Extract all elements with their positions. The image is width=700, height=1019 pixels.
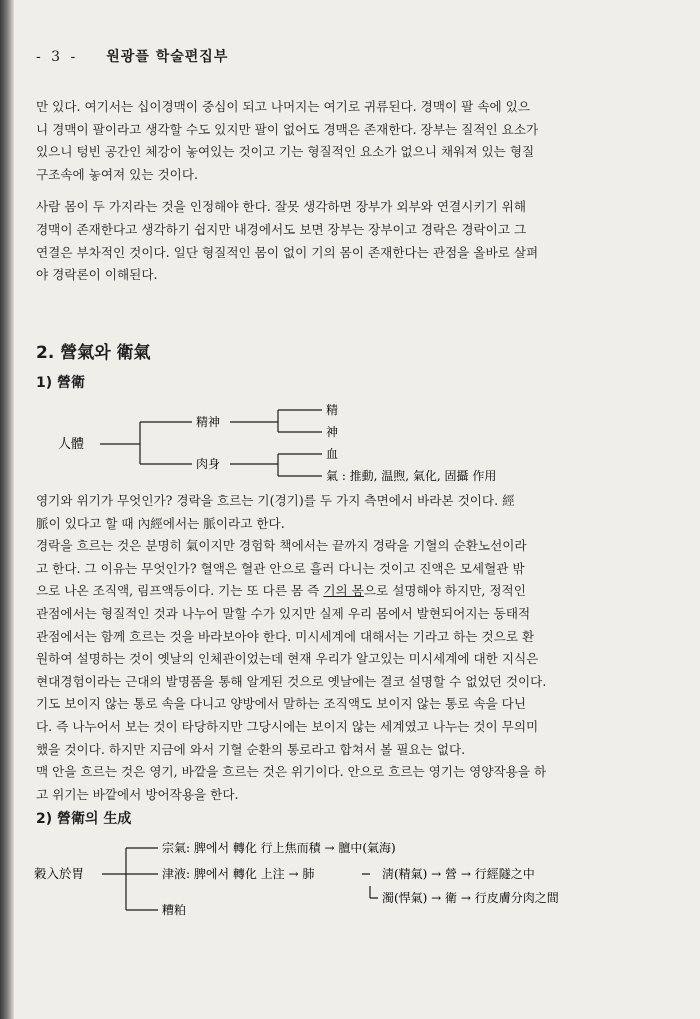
diagram-row-label: 宗氣: 脾에서 轉化 行上焦而積 → 膻中(氣海) bbox=[162, 841, 396, 855]
diagram-row-label: 淸(精氣) → 營 → 行經隧之中 bbox=[382, 867, 535, 881]
text-line: 영기와 위기가 무엇인가? 경락을 흐르는 기(경기)를 두 가지 측면에서 바라본 것이다. 經 bbox=[36, 493, 515, 508]
text-line: 사람 몸이 두 가지라는 것을 인정해야 한다. 잘못 생각하면 장부가 외부와 연결시키기 위해 bbox=[36, 199, 527, 215]
diagram-row-label: 津液: 脾에서 轉化 上注 → 肺 bbox=[162, 867, 315, 881]
diagram-leaf-label: 氣 : 推動, 温煦, 氣化, 固攝 作用 bbox=[326, 469, 497, 483]
diagram-node-label: 精神 bbox=[196, 415, 221, 429]
text-line: 니 경맥이 팔이라고 생각할 수도 있지만 팔이 없어도 경맥은 존재한다. 장부는 질적인 요소가 bbox=[36, 121, 539, 137]
subsection-heading: 2) 營衛의 生成 bbox=[36, 811, 132, 827]
text-line: 경락을 흐르는 것은 분명히 氣이지만 경험학 책에서는 끝까지 경락을 기혈의 순환노선이라 bbox=[36, 538, 527, 554]
text-line: 있으니 텅빈 공간인 체강이 놓여있는 것이고 기는 형질적인 요소가 없으니 채워져 있는 형질 bbox=[36, 144, 535, 160]
text-line: 현대경험이라는 근대의 발명품을 통해 알게된 것으로 옛날에는 결코 설명할 수 없었던 것이다. bbox=[36, 673, 547, 689]
text-line: 만 있다. 여기서는 십이경맥이 중심이 되고 나머지는 여기로 귀류된다. 경맥이 팔 속에 있으 bbox=[36, 99, 531, 114]
page-binding-edge bbox=[0, 0, 14, 1019]
text-line: 고 한다. 그 이유는 무엇인가? 혈액은 혈관 안으로 흘러 다니는 것이고 진액은 모세혈관 밖 bbox=[36, 560, 525, 576]
diagram-root-label: 穀入於胃 bbox=[34, 866, 85, 881]
underlined-term: 기의 몸 bbox=[323, 583, 364, 599]
text-line: 야 경락론이 이해된다. bbox=[36, 267, 158, 283]
publisher-title: 원광플 학술편집부 bbox=[106, 49, 229, 65]
text-line: 경맥이 존재한다고 생각하기 쉽지만 내경에서도 보면 장부는 장부이고 경락은 경락이고 그 bbox=[36, 221, 527, 237]
diagram-leaf-label: 神 bbox=[326, 425, 339, 439]
page-number: - 3 - bbox=[36, 49, 79, 65]
ying-wei-diagram bbox=[30, 398, 670, 488]
text-line: 연결은 부차적인 것이다. 일단 형질적인 몸이 없이 기의 몸이 존재한다는 관점을 올바로 살펴 bbox=[36, 244, 539, 260]
page-header bbox=[36, 46, 228, 66]
text-line: 脈이 있다고 할 때 內經에서는 脈이라고 한다. bbox=[36, 515, 285, 531]
diagram-row-label: 糟粕 bbox=[162, 903, 187, 917]
text-line: 고 위기는 바깥에서 방어작용을 한다. bbox=[36, 786, 239, 802]
diagram-root-label: 人體 bbox=[58, 437, 85, 452]
diagram-leaf-label: 血 bbox=[326, 447, 339, 461]
text-line bbox=[36, 580, 666, 603]
text-line: 다. 즉 나누어서 보는 것이 타당하지만 그당시에는 보이지 않는 세계였고 나누는 것이 무의미 bbox=[36, 718, 539, 734]
body-text bbox=[36, 490, 666, 806]
diagram-leaf-label: 精 bbox=[326, 403, 339, 417]
text-span: 으로 설명해야 하지만, 정적인 bbox=[363, 583, 526, 599]
intro-text bbox=[36, 96, 666, 287]
text-line: 맥 안을 흐르는 것은 영기, 바깥을 흐르는 것은 위기이다. 안으로 흐르는 영기는 영양작용을 하 bbox=[36, 764, 547, 780]
section-heading: 2. 營氣와 衛氣 bbox=[36, 343, 151, 363]
text-line: 구조속에 놓여져 있는 것이다. bbox=[36, 166, 198, 182]
text-span: 으로 나온 조직액, 림프액등이다. 기는 또 다른 몸 즉 bbox=[36, 583, 324, 599]
text-line: 원하여 설명하는 것이 옛날의 인체관이었는데 현재 우리가 알고있는 미시세계에 대한 지식은 bbox=[36, 651, 539, 667]
ying-wei-generation-diagram bbox=[30, 834, 670, 944]
text-line: 관점에서는 함께 흐르는 것을 바라보아야 한다. 미시세계에 대해서는 기라고 하는 것으로 환 bbox=[36, 628, 535, 644]
diagram-row-label: 濁(悍氣) → 衛 → 行皮膚分肉之間 bbox=[382, 891, 559, 905]
diagram-node-label: 肉身 bbox=[196, 457, 221, 471]
text-line: 기도 보이지 않는 통로 속을 다니고 양방에서 말하는 조직액도 보이지 않는 통로 속을 다닌 bbox=[36, 696, 527, 712]
text-line: 했을 것이다. 하지만 지금에 와서 기혈 순환의 통로라고 합쳐서 볼 필요는 없다. bbox=[36, 741, 466, 757]
text-line: 관점에서는 형질적인 것과 나누어 말할 수가 있지만 실제 우리 몸에서 발현되어지는 동태적 bbox=[36, 605, 531, 621]
subsection-heading: 1) 營衛 bbox=[36, 375, 86, 391]
